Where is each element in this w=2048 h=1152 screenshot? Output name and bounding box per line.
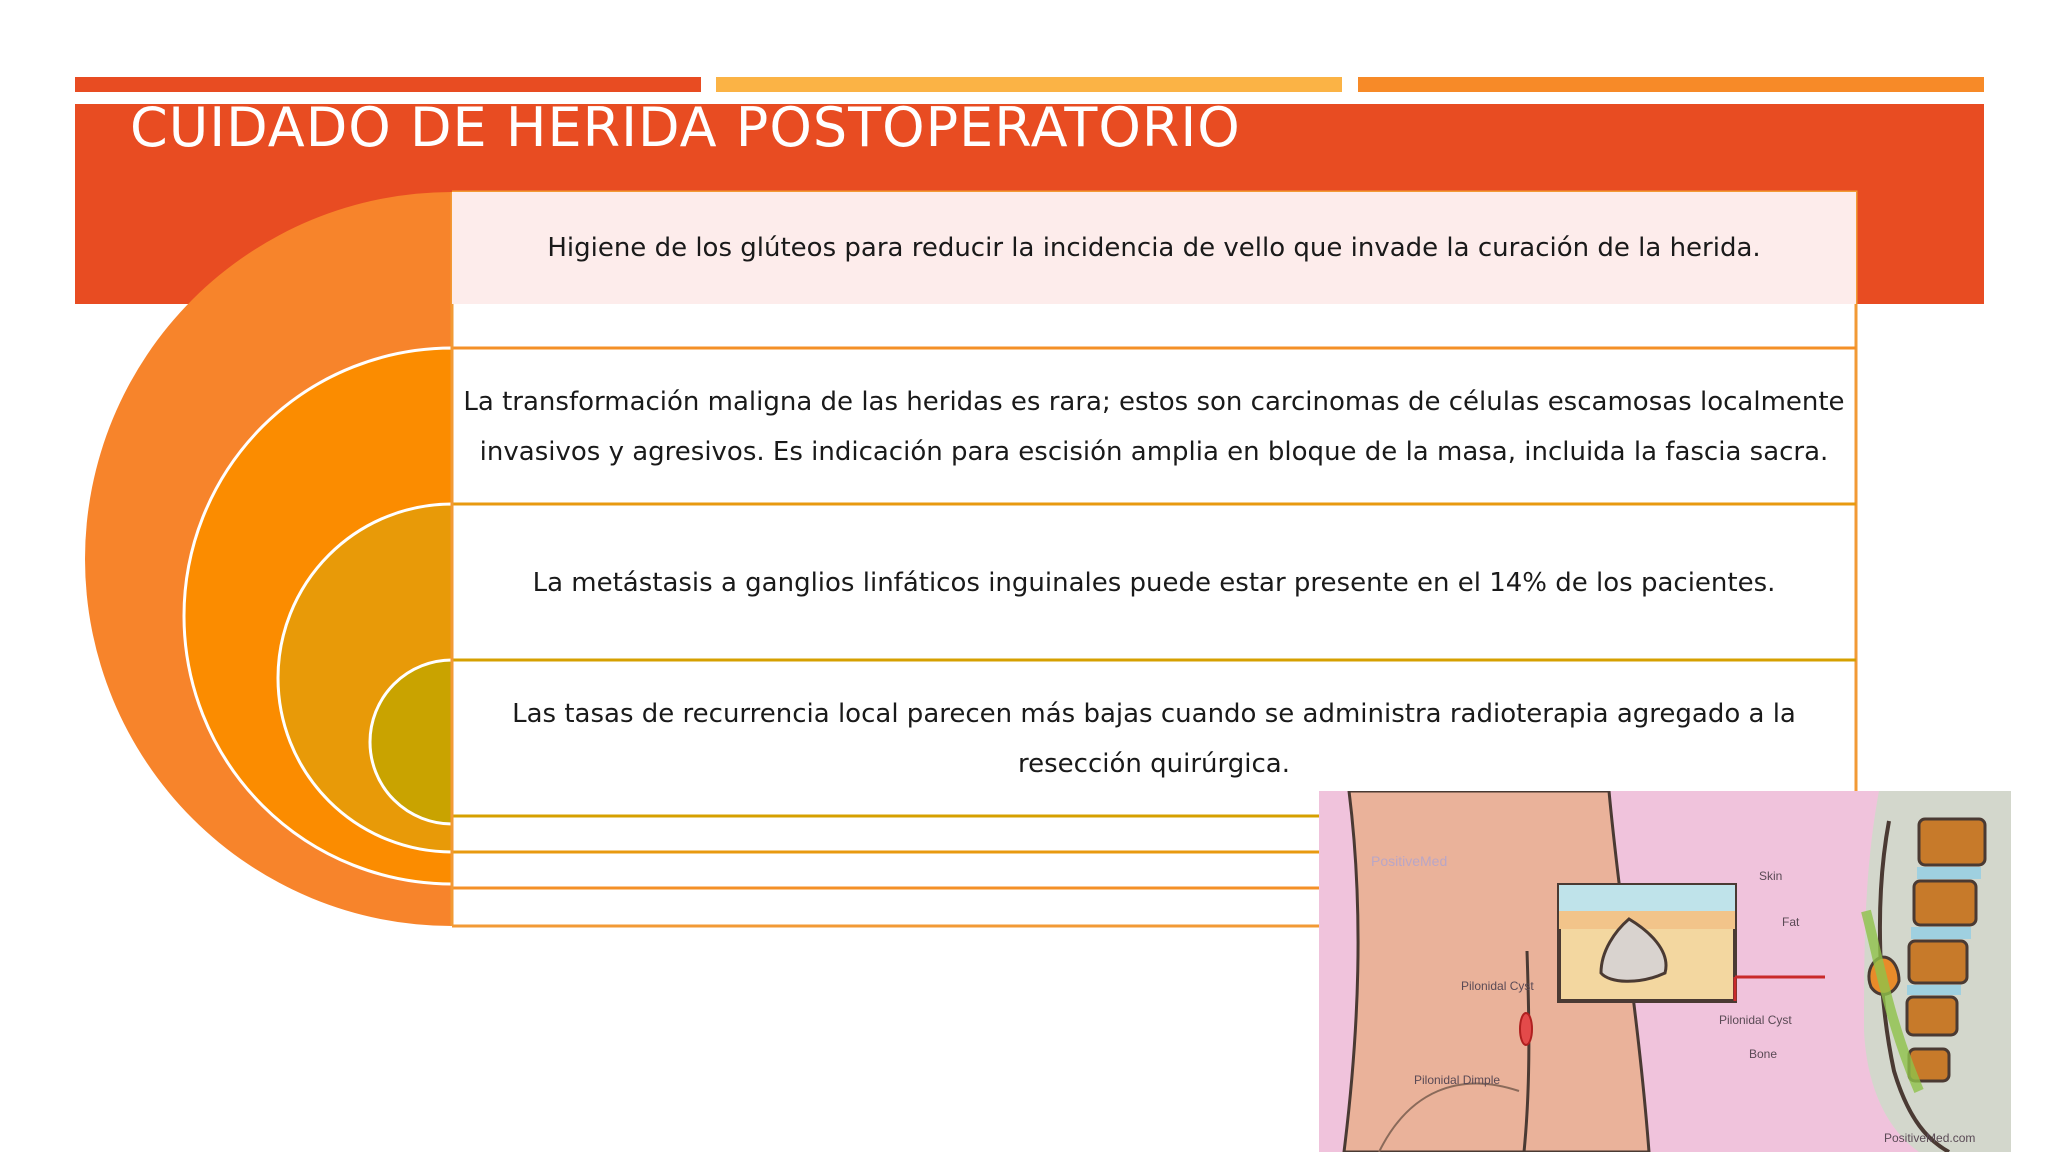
item-text: La transformación maligna de las heridas es rara; estos son carcinomas de células escamosas localmente invasivos y agresivos. Es indicación para escisión amplia en bloque de la masa, incluida la fascia sacra. (463, 387, 1845, 467)
content-box-malignancy (452, 350, 1856, 504)
item-text: Higiene de los glúteos para reducir la incidencia de vello que invade la curación de la herida. (547, 233, 1761, 263)
label-pilonidal-dimple: Pilonidal Dimple (1414, 1073, 1501, 1087)
content-box-hygiene (452, 192, 1856, 304)
positivemed-logo: PositiveMed (1371, 853, 1448, 869)
item-text: La metástasis a ganglios linfáticos inguinales puede estar presente en el 14% de los pacientes. (532, 568, 1776, 598)
label-pilonidal-cyst-left: Pilonidal Cyst (1461, 979, 1534, 993)
slide-title: CUIDADO DE HERIDA POSTOPERATORIO (130, 96, 1241, 159)
item-text: Las tasas de recurrencia local parecen más bajas cuando se administra radioterapia agregado a la resección quirúrgica. (512, 699, 1796, 779)
content-box-metastasis (452, 506, 1856, 660)
pilonidal-cyst-illustration (1319, 791, 2011, 1152)
positivemed-url: PositiveMed.com (1884, 1131, 1976, 1145)
label-pilonidal-cyst-right: Pilonidal Cyst (1719, 1013, 1792, 1027)
label-bone: Bone (1749, 1047, 1778, 1061)
anatomy-drawing (1319, 791, 2011, 1152)
label-fat: Fat (1782, 915, 1800, 929)
label-skin: Skin (1759, 869, 1783, 883)
